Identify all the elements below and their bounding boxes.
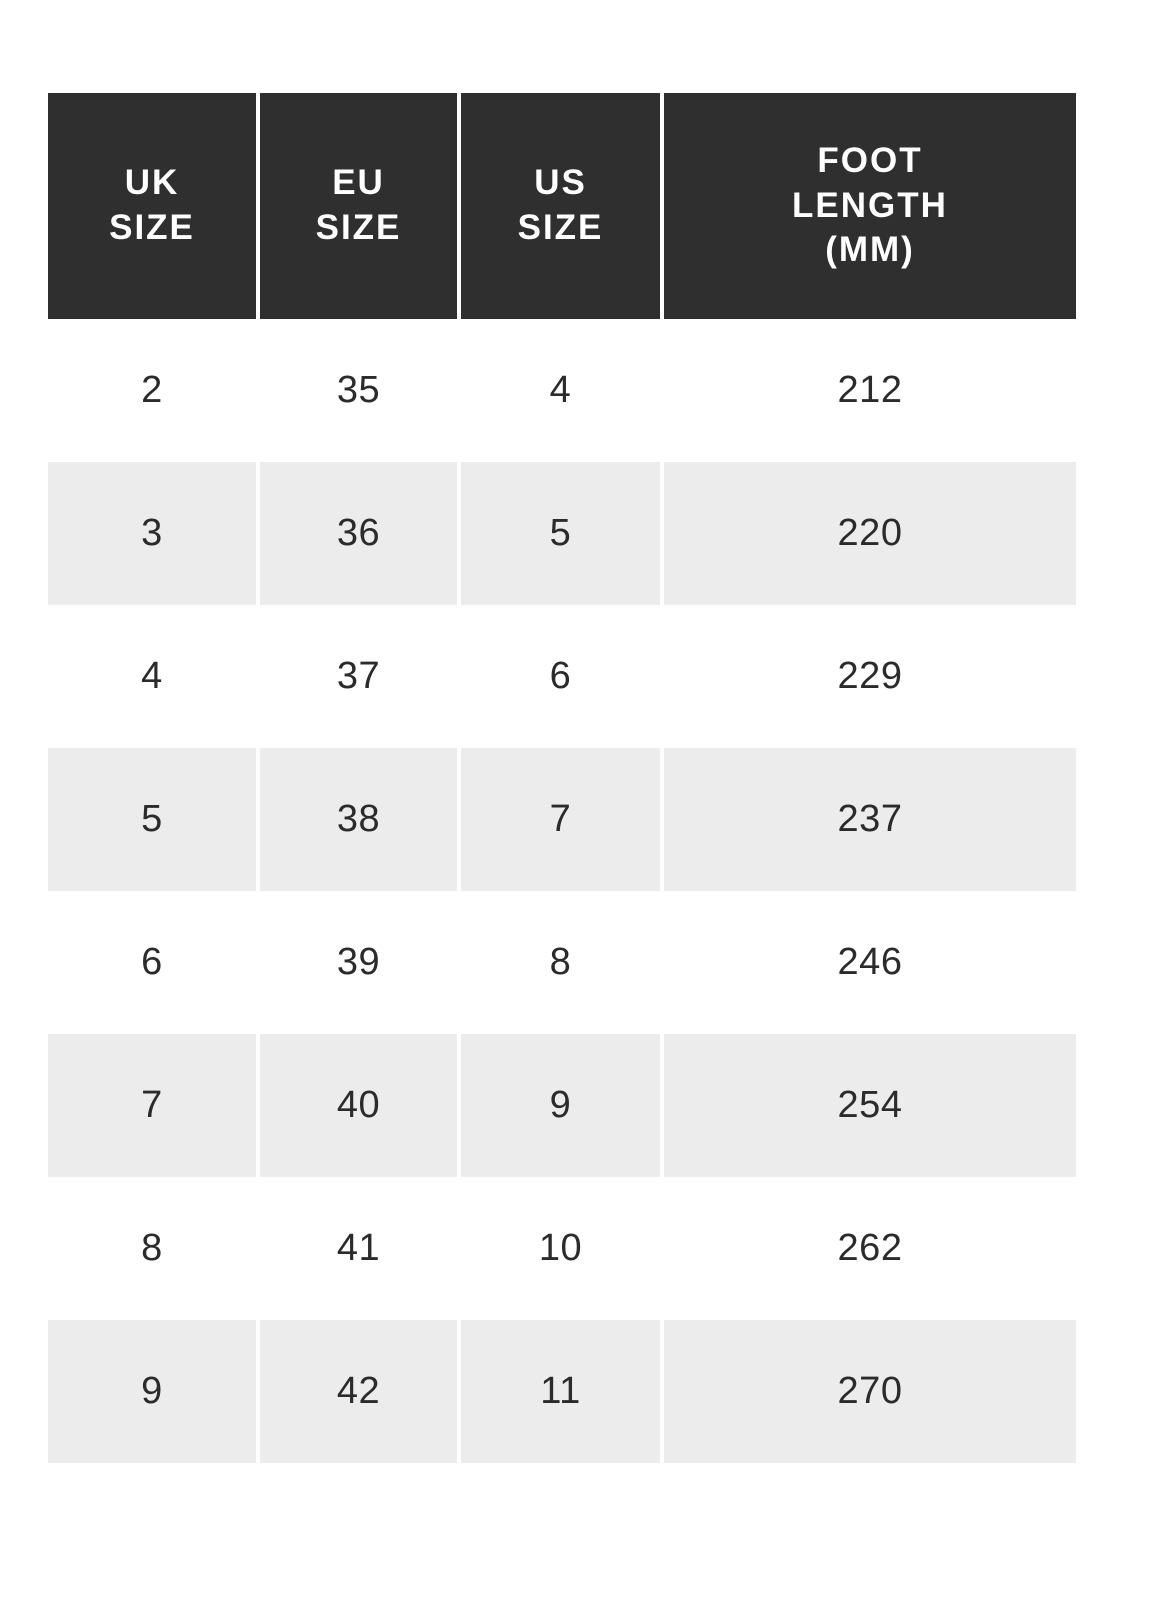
- cell-us-size: 7: [459, 748, 662, 891]
- cell-foot-length: 262: [662, 1177, 1076, 1320]
- column-header-eu-size-line-1: EU: [332, 163, 385, 203]
- cell-foot-length: 212: [662, 319, 1076, 462]
- cell-eu-size: 37: [258, 605, 459, 748]
- cell-uk-size: 3: [48, 462, 258, 605]
- table-row: [48, 891, 1076, 1034]
- column-header-foot-length-line-2: LENGTH: [792, 185, 948, 225]
- column-header-eu-size: [258, 93, 459, 319]
- cell-eu-size: 41: [258, 1177, 459, 1320]
- cell-uk-size: 5: [48, 748, 258, 891]
- cell-us-size: 4: [459, 319, 662, 462]
- column-header-foot-length-line-3: (MM): [825, 230, 915, 270]
- cell-us-size: 6: [459, 605, 662, 748]
- table-header-row: [48, 93, 1076, 319]
- cell-uk-size: 7: [48, 1034, 258, 1177]
- column-header-uk-size: [48, 93, 258, 319]
- cell-foot-length: 254: [662, 1034, 1076, 1177]
- cell-uk-size: 8: [48, 1177, 258, 1320]
- table-row: [48, 462, 1076, 605]
- cell-eu-size: 39: [258, 891, 459, 1034]
- cell-us-size: 10: [459, 1177, 662, 1320]
- table-row: [48, 1320, 1076, 1463]
- table-row: [48, 1034, 1076, 1177]
- cell-foot-length: 229: [662, 605, 1076, 748]
- cell-eu-size: 40: [258, 1034, 459, 1177]
- column-header-foot-length: [662, 93, 1076, 319]
- cell-us-size: 5: [459, 462, 662, 605]
- table-row: [48, 319, 1076, 462]
- table-row: [48, 1177, 1076, 1320]
- cell-us-size: 9: [459, 1034, 662, 1177]
- column-header-us-size-line-1: US: [534, 163, 587, 203]
- cell-us-size: 8: [459, 891, 662, 1034]
- cell-foot-length: 237: [662, 748, 1076, 891]
- column-header-eu-size-line-2: SIZE: [315, 208, 402, 247]
- column-header-us-size-line-2: SIZE: [517, 208, 604, 247]
- table-row: [48, 605, 1076, 748]
- column-header-foot-length-line-1: FOOT: [817, 140, 923, 180]
- cell-uk-size: 6: [48, 891, 258, 1034]
- size-chart-table-wrapper: [48, 93, 1076, 1463]
- cell-us-size: 11: [459, 1320, 662, 1463]
- column-header-uk-size-line-1: UK: [124, 163, 180, 203]
- cell-foot-length: 270: [662, 1320, 1076, 1463]
- cell-foot-length: 220: [662, 462, 1076, 605]
- cell-eu-size: 36: [258, 462, 459, 605]
- cell-uk-size: 2: [48, 319, 258, 462]
- table-header: [48, 93, 1076, 319]
- cell-eu-size: 38: [258, 748, 459, 891]
- cell-eu-size: 35: [258, 319, 459, 462]
- table-body: [48, 319, 1076, 1463]
- cell-foot-length: 246: [662, 891, 1076, 1034]
- column-header-uk-size-line-2: SIZE: [109, 208, 195, 247]
- size-conversion-table: [48, 93, 1076, 1463]
- column-header-us-size: [459, 93, 662, 319]
- cell-eu-size: 42: [258, 1320, 459, 1463]
- cell-uk-size: 9: [48, 1320, 258, 1463]
- table-row: [48, 748, 1076, 891]
- cell-uk-size: 4: [48, 605, 258, 748]
